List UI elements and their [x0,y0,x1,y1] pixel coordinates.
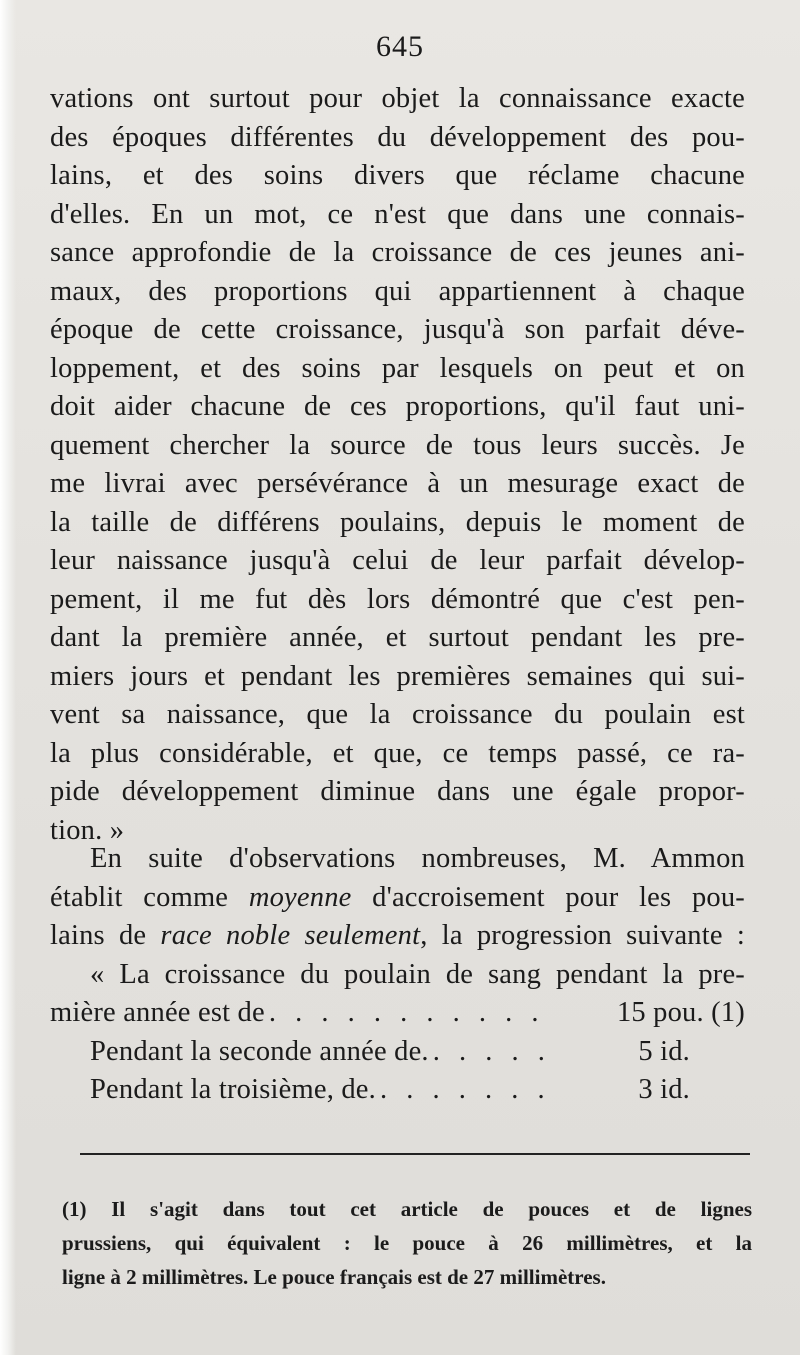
page-number: 645 [376,30,424,63]
body-line: lains, et des soins divers que réclame chacune [50,160,745,191]
text-run: lains de [50,920,161,951]
italic-term: race noble seulement [160,920,421,951]
page-binding-edge [0,0,16,1355]
body-line: « La croissance du poulain de sang pendant la pre- [90,958,745,990]
body-line: pide développement diminue dans une égale propor- [50,776,745,807]
body-line: dant la première année, et surtout pendant les pre- [50,622,745,653]
body-line: tion. » [50,814,125,846]
body-line: vations ont surtout pour objet la connaissance exacte [50,83,745,114]
body-line: quement chercher la source de tous leurs succès. Je [50,429,745,461]
progression-row [50,1071,745,1110]
progression-label: Pendant la troisième, de. [90,1074,376,1105]
progression-label: Pendant la seconde année de. [90,1035,429,1067]
body-line: sance approfondie de la croissance de ces jeunes ani- [50,237,745,268]
body-line: époque de cette croissance, jusqu'à son parfait déve- [50,314,745,345]
progression-row [50,1033,745,1072]
progression-value: 15 pou. (1) [616,997,745,1028]
footnote-line: prussiens, qui équivalent : le pouce à 26 millimètres, et la [62,1231,752,1255]
footnote-divider [80,1153,750,1155]
body-line: des époques différentes du développement des pou- [50,121,745,153]
body-line [50,879,745,918]
leader-dots: . . . . . . . . . . . [268,997,545,1028]
leader-dots: . . . . . . . [379,1074,551,1105]
body-line: leur naissance jusqu'à celui de leur parfait dévelop- [50,545,745,576]
footnote-line: ligne à 2 millimètres. Le pouce français est de 27 millimètres. [62,1265,606,1289]
body-line: vent sa naissance, que la croissance du poulain est [50,699,745,730]
footnote [62,1192,752,1294]
body-line: pement, il me fut dès lors démontré que c'est pen- [50,583,745,615]
body-paragraph-2 [50,840,745,1110]
text-run: d'accroisement pour les pou- [351,881,745,913]
body-line: la taille de différens poulains, depuis le moment de [50,506,745,538]
body-line: la plus considérable, et que, ce temps passé, ce ra- [50,737,745,769]
progression-value: 3 id. [638,1074,690,1105]
body-line: maux, des proportions qui appartiennent à chaque [50,275,745,307]
body-line [50,917,745,956]
progression-row [50,994,745,1033]
body-line: d'elles. En un mot, ce n'est que dans une connais- [50,198,745,230]
progression-value: 5 id. [638,1035,690,1067]
italic-term: moyenne [248,881,352,913]
body-line: me livrai avec persévérance à un mesurage exact de [50,468,745,499]
leader-dots: . . . . . [432,1035,551,1067]
progression-label: mière année est de [50,997,265,1028]
body-line: miers jours et pendant les premières semaines qui sui- [50,660,745,692]
body-line: En suite d'observations nombreuses, M. Ammon [90,843,745,874]
text-run: établit comme [50,881,249,913]
text-run: , la progression suivante : [420,920,745,951]
footnote-line: (1) Il s'agit dans tout cet article de pouces et de lignes [62,1197,752,1221]
body-line: loppement, et des soins par lesquels on peut et on [50,352,745,384]
body-paragraph-1 [50,80,745,850]
body-line: doit aider chacune de ces proportions, qu'il faut uni- [50,391,745,422]
